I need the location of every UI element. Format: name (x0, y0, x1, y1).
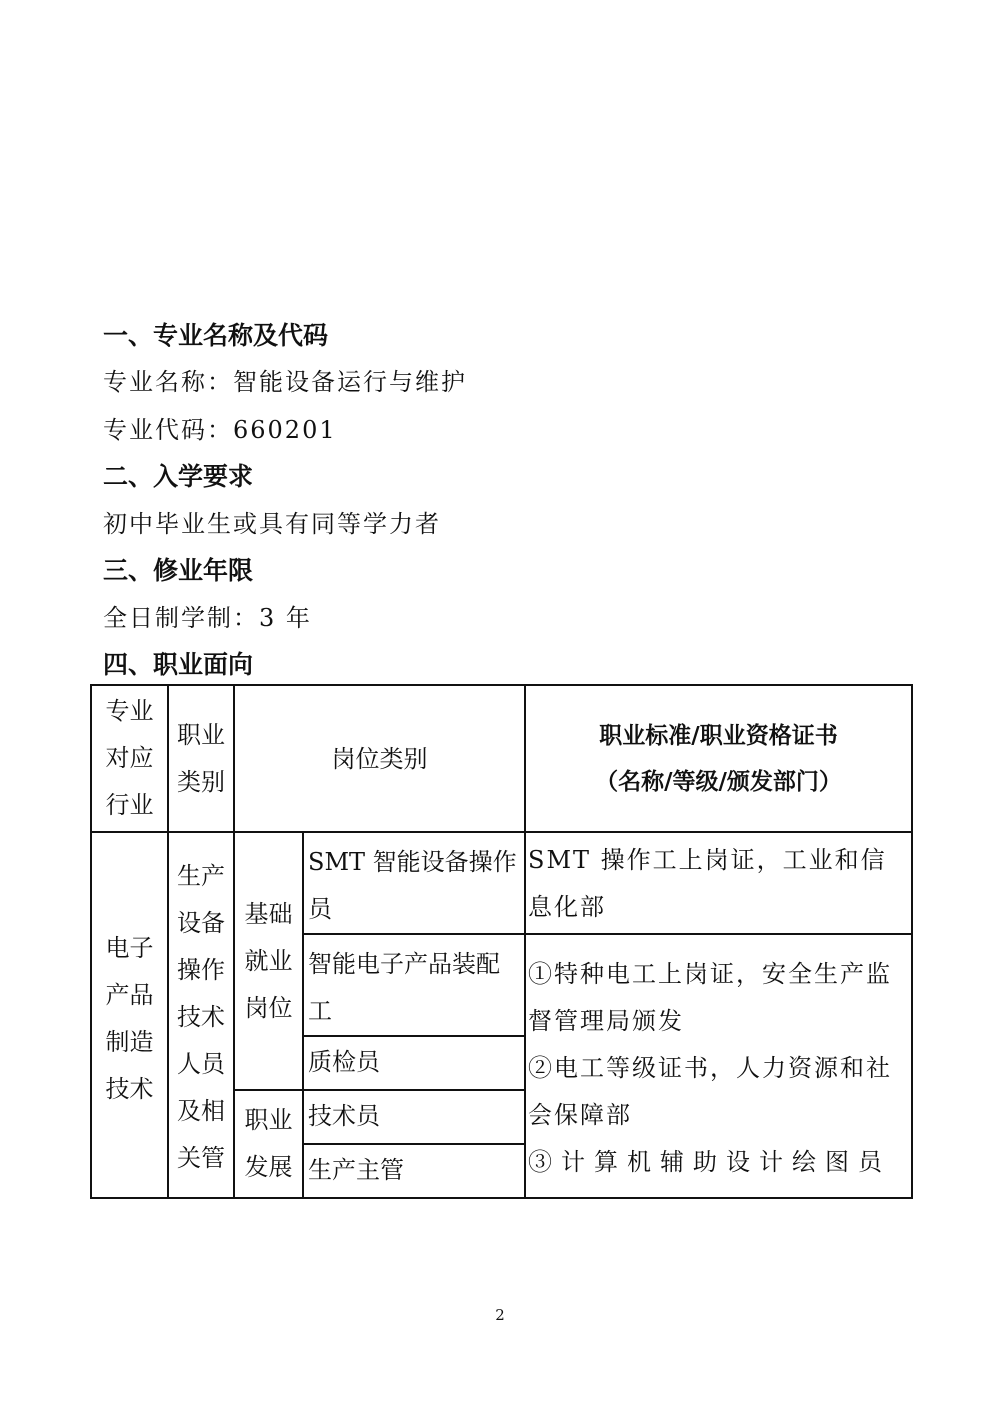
section-heading-career: 四、职业面向 (103, 650, 254, 679)
career-category-cell: 生产设备操作技术人员及相关管 (168, 832, 234, 1198)
header-career-category: 职业类别 (168, 685, 234, 832)
position-inspector: 质检员 (303, 1036, 525, 1090)
header-industry: 专业对应行业 (91, 685, 168, 832)
industry-cell: 电子产品制造技术 (91, 832, 168, 1198)
position-technician: 技术员 (303, 1090, 525, 1144)
certificate-electrician-grade: ②电工等级证书，人力资源和社会保障部 (528, 1054, 892, 1129)
section-heading-name-code: 一、专业名称及代码 (103, 321, 329, 350)
certificate-cad: ③计算机辅助设计绘图员 (528, 1148, 891, 1176)
duration-text: 全日制学制：3 年 (103, 604, 312, 632)
section-heading-duration: 三、修业年限 (103, 556, 254, 585)
career-table (90, 684, 913, 1199)
position-group-development: 职业发展 (234, 1090, 303, 1198)
certificate-smt: SMT 操作工上岗证，工业和信息化部 (525, 832, 912, 934)
position-smt-operator: SMT 智能设备操作员 (303, 832, 525, 934)
position-group-basic: 基础就业岗位 (234, 832, 303, 1090)
header-certificate-line2: （名称/等级/颁发部门） (595, 768, 842, 795)
position-assembler: 智能电子产品装配工 (303, 934, 525, 1036)
major-code-line: 专业代码：660201 (103, 416, 337, 444)
header-certificate (525, 685, 912, 832)
table-header-row (91, 685, 912, 832)
header-certificate-line1: 职业标准/职业资格证书 (599, 722, 838, 749)
position-production-manager: 生产主管 (303, 1144, 525, 1198)
page-number: 2 (495, 1306, 505, 1324)
admission-text: 初中毕业生或具有同等学力者 (103, 510, 441, 538)
section-heading-admission: 二、入学要求 (103, 462, 254, 491)
major-name-line: 专业名称：智能设备运行与维护 (103, 368, 467, 396)
header-position-category: 岗位类别 (234, 685, 525, 832)
certificate-electrician: ①特种电工上岗证，安全生产监督管理局颁发 (528, 960, 892, 1035)
certificate-list (525, 934, 912, 1198)
table-row (91, 832, 912, 934)
